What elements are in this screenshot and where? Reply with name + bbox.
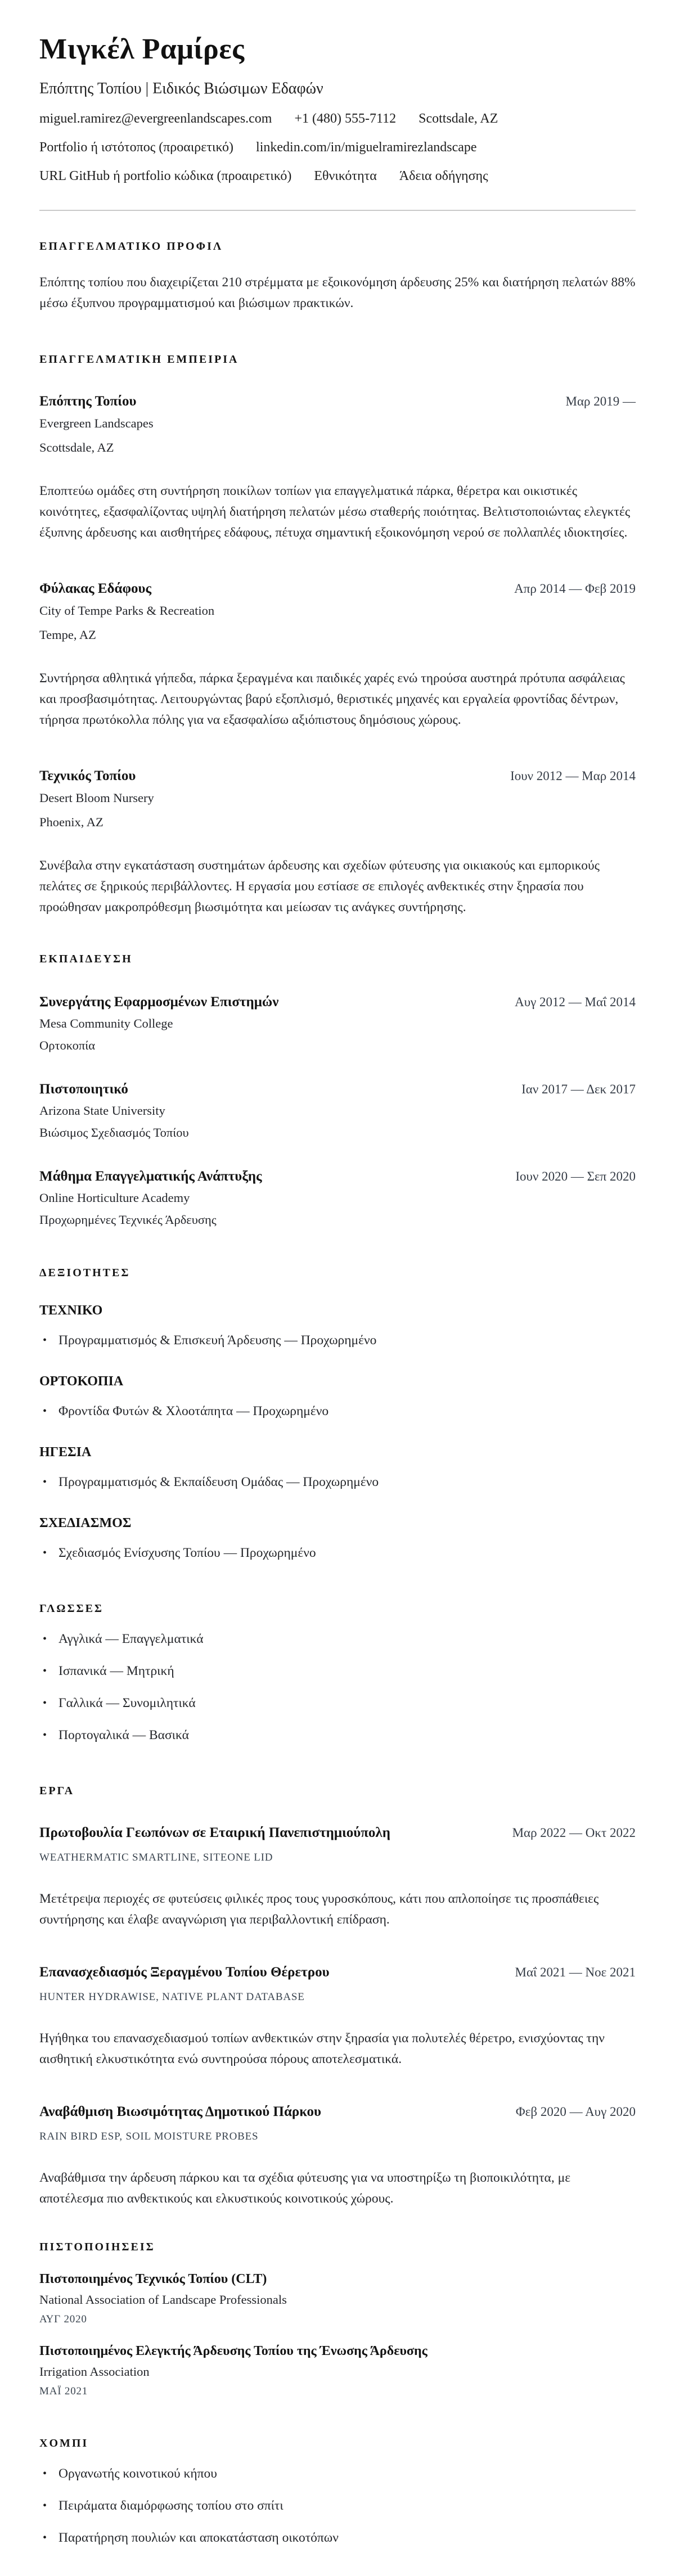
job-title: Φύλακας Εδάφους: [39, 580, 152, 596]
project-title: Πρωτοβουλία Γεωπόνων σε Εταιρική Πανεπιστημιούπολη: [39, 1825, 390, 1840]
hobbies-heading: ΧΟΜΠΙ: [39, 2437, 89, 2449]
job-entry: [39, 765, 636, 918]
contact-license-placeholder: Άδεια οδήγησης: [399, 168, 488, 183]
certification-title: Πιστοποιημένος Τεχνικός Τοπίου (CLT): [39, 2271, 267, 2286]
skill-list-horticulture: [39, 1401, 636, 1421]
education-degree: Συνεργάτης Εφαρμοσμένων Επιστημών: [39, 994, 279, 1010]
section-education: [39, 953, 636, 1227]
education-field: Προχωρημένες Τεχνικές Άρδευσης: [39, 1212, 217, 1227]
education-entry: [39, 992, 636, 1053]
certification-date: ΑΥΓ 2020: [39, 2313, 87, 2325]
section-certifications: [39, 2241, 636, 2398]
education-heading: ΕΚΠΑΙΔΕΥΣΗ: [39, 952, 133, 965]
job-entry: [39, 391, 636, 543]
skill-list-design: [39, 1543, 636, 1563]
skill-item: • Φροντίδα Φυτών & Χλοοτάπητα — Προχωρημένο: [39, 1401, 636, 1421]
education-degree: Μάθημα Επαγγελματικής Ανάπτυξης: [39, 1168, 262, 1184]
section-hobbies: [39, 2437, 636, 2548]
education-degree: Πιστοποιητικό: [39, 1081, 128, 1097]
section-languages: [39, 1602, 636, 1745]
education-head: [39, 1079, 636, 1100]
education-field: Βιώσιμος Σχεδιασμός Τοπίου: [39, 1125, 189, 1140]
education-dates: Ιουν 2020 — Σεπ 2020: [515, 1169, 636, 1183]
languages-heading: ΓΛΩΣΣΕΣ: [39, 1602, 104, 1615]
projects-heading: ΕΡΓΑ: [39, 1784, 75, 1797]
job-dates: Απρ 2014 — Φεβ 2019: [514, 581, 636, 596]
language-item: • Ισπανικά — Μητρική: [39, 1661, 636, 1681]
certification-date: ΜΑΪ 2021: [39, 2385, 88, 2397]
contact-row-2: [39, 140, 636, 155]
education-school: Online Horticulture Academy: [39, 1190, 190, 1205]
certification-entry: [39, 2272, 636, 2326]
job-description: Εποπτεύω ομάδες στη συντήρηση ποικίλων τοπίων για επαγγελματικά πάρκα, θέρετρα και οικιστικές κοινότητες, εξασφαλίζοντας υψηλή διατήρηση πελατών μέσω σταθερής ποιότητας. Βελτιστοποιώντας ελεγκτές έξυπνης άρδευσης και αισθητήρες εδάφους, πέτυχα σημαντική εξοικονόμηση νερού σε πολλαπλές ιδιοκτησίες.: [39, 483, 631, 540]
job-location: Phoenix, AZ: [39, 814, 104, 829]
job-company: Desert Bloom Nursery: [39, 790, 154, 805]
certification-title: Πιστοποιημένος Ελεγκτής Άρδευσης Τοπίου της Ένωσης Άρδευσης: [39, 2343, 428, 2358]
section-profile: [39, 240, 636, 314]
skill-item: • Προγραμματισμός & Επισκευή Άρδευσης — Προχωρημένο: [39, 1330, 636, 1350]
project-tools: WEATHERMATIC SMARTLINE, SITEONE LID: [39, 1851, 273, 1863]
language-item: • Γαλλικά — Συνομιλητικά: [39, 1693, 636, 1713]
hobbies-list: [39, 2464, 636, 2548]
contact-row-3: [39, 169, 636, 184]
certifications-heading: ΠΙΣΤΟΠΟΙΗΣΕΙΣ: [39, 2240, 155, 2253]
project-head: [39, 1962, 636, 1983]
skill-item: • Σχεδιασμός Ενίσχυσης Τοπίου — Προχωρημένο: [39, 1543, 636, 1563]
project-tools: RAIN BIRD ESP, SOIL MOISTURE PROBES: [39, 2130, 259, 2142]
skills-heading: ΔΕΞΙΟΤΗΤΕΣ: [39, 1266, 130, 1279]
project-title: Επανασχεδιασμός Ξεραγμένου Τοπίου Θέρετρου: [39, 1964, 330, 1980]
job-entry: [39, 578, 636, 731]
project-description: Ηγήθηκα του επανασχεδιασμού τοπίων ανθεκτικών στην ξηρασία για πολυτελές θέρετρο, ενισχύοντας την αισθητική ελκυστικότητα ενώ συντηρούσα πόρους αποτελεσματικά.: [39, 2030, 605, 2066]
certification-issuer: National Association of Landscape Professionals: [39, 2292, 287, 2307]
project-entry: [39, 1962, 636, 2070]
skill-item: • Προγραμματισμός & Εκπαίδευση Ομάδας — Προχωρημένο: [39, 1472, 636, 1492]
contact-email: miguel.ramirez@evergreenlandscapes.com: [39, 111, 272, 126]
job-company: City of Tempe Parks & Recreation: [39, 603, 215, 618]
candidate-name: Μιγκέλ Ραμίρες: [39, 33, 245, 65]
language-item: • Πορτογαλικά — Βασικά: [39, 1725, 636, 1745]
contact-linkedin: linkedin.com/in/miguelramirezlandscape: [256, 139, 477, 155]
job-company: Evergreen Landscapes: [39, 416, 154, 430]
project-dates: Φεβ 2020 — Αυγ 2020: [515, 2104, 636, 2119]
education-dates: Αυγ 2012 — Μαΐ 2014: [515, 994, 636, 1009]
section-projects: [39, 1785, 636, 2209]
project-dates: Μαρ 2022 — Οκτ 2022: [512, 1825, 636, 1840]
certification-entry: [39, 2344, 636, 2398]
contact-github-placeholder: URL GitHub ή portfolio κώδικα (προαιρετικό): [39, 168, 292, 183]
job-dates: Ιουν 2012 — Μαρ 2014: [510, 768, 636, 783]
job-dates: Μαρ 2019 —: [565, 394, 636, 408]
education-school: Mesa Community College: [39, 1016, 173, 1030]
language-item: • Αγγλικά — Επαγγελματικά: [39, 1629, 636, 1649]
education-entry: [39, 1079, 636, 1140]
candidate-headline: Επόπτης Τοπίου | Ειδικός Βιώσιμων Εδαφών: [39, 79, 323, 97]
education-dates: Ιαν 2017 — Δεκ 2017: [521, 1082, 636, 1096]
experience-heading: ΕΠΑΓΓΕΛΜΑΤΙΚΗ ΕΜΠΕΙΡΙΑ: [39, 353, 239, 366]
hobby-item: • Πειράματα διαμόρφωσης τοπίου στο σπίτι: [39, 2496, 636, 2516]
section-experience: [39, 353, 636, 918]
job-location: Tempe, AZ: [39, 627, 96, 642]
job-title: Τεχνικός Τοπίου: [39, 768, 136, 783]
profile-heading: ΕΠΑΓΓΕΛΜΑΤΙΚΟ ΠΡΟΦΙΛ: [39, 240, 223, 253]
contact-nationality-placeholder: Εθνικότητα: [314, 168, 377, 183]
header-divider: [39, 210, 636, 211]
project-description: Μετέτρεψα περιοχές σε φυτεύσεις φιλικές προς τους γυροσκόπους, κάτι που απλοποίησε τις προσπάθειες συντήρησης και έλαβε αναγνώριση για περιβαλλοντική επίδραση.: [39, 1891, 599, 1927]
project-dates: Μαΐ 2021 — Νοε 2021: [515, 1965, 636, 1979]
job-head: [39, 765, 636, 787]
project-tools: HUNTER HYDRAWISE, NATIVE PLANT DATABASE: [39, 1990, 305, 2003]
job-title: Επόπτης Τοπίου: [39, 393, 137, 409]
skill-list-technical: [39, 1330, 636, 1350]
skill-category-horticulture: ΟΡΤΟΚΟΠΙΑ: [39, 1373, 124, 1389]
job-description: Συντήρησα αθλητικά γήπεδα, πάρκα ξεραγμένα και παιδικές χαρές ενώ τηρούσα αυστηρά πρότυπα ασφάλειας και προσβασιμότητας. Λειτουργώντας βαρύ εξοπλισμό, θεριστικές μηχανές και εργαλεία φροντίδας δέντρων, τήρησα πρωτόκολλα πόλης για να εξασφαλίσω αξιόπιστους δημόσιους χώρους.: [39, 670, 625, 727]
education-head: [39, 992, 636, 1013]
section-skills: [39, 1267, 636, 1563]
job-location: Scottsdale, AZ: [39, 440, 114, 454]
project-head: [39, 1822, 636, 1844]
skill-list-leadership: [39, 1472, 636, 1492]
skill-category-leadership: ΗΓΕΣΙΑ: [39, 1444, 92, 1460]
project-head: [39, 2101, 636, 2123]
contact-row-1: [39, 111, 636, 127]
job-description: Συνέβαλα στην εγκατάσταση συστημάτων άρδευσης και σχεδίων φύτευσης για οικιακούς και εμπορικούς πελάτες σε ξηρικούς περιβάλλοντες. Η εργασία μου εστίασε σε επιλογές ανθεκτικές στην ξηρασία που προώθησαν μακροπρόθεσμη βιωσιμότητα και μείωσαν τις ανάγκες συντήρησης.: [39, 858, 600, 915]
certification-issuer: Irrigation Association: [39, 2364, 150, 2379]
skill-category-technical: ΤΕΧΝΙΚΟ: [39, 1303, 103, 1318]
contact-portfolio-placeholder: Portfolio ή ιστότοπος (προαιρετικό): [39, 139, 234, 155]
project-entry: [39, 2101, 636, 2209]
languages-list: [39, 1629, 636, 1745]
project-title: Αναβάθμιση Βιωσιμότητας Δημοτικού Πάρκου: [39, 2104, 321, 2119]
contact-phone: +1 (480) 555-7112: [294, 111, 397, 126]
education-entry: [39, 1166, 636, 1227]
education-field: Ορτοκοπία: [39, 1038, 96, 1052]
project-entry: [39, 1822, 636, 1930]
contact-location: Scottsdale, AZ: [418, 111, 498, 126]
resume-header: [39, 33, 636, 211]
education-head: [39, 1166, 636, 1187]
job-head: [39, 391, 636, 412]
job-head: [39, 578, 636, 600]
skill-category-design: ΣΧΕΔΙΑΣΜΟΣ: [39, 1515, 132, 1530]
profile-text: Επόπτης τοπίου που διαχειρίζεται 210 στρέμματα με εξοικονόμηση άρδευσης 25% και διατήρηση πελατών 88% μέσω έξυπνου προγραμματισμού και βιώσιμων πρακτικών.: [39, 274, 636, 310]
project-description: Αναβάθμισα την άρδευση πάρκου και τα σχέδια φύτευσης για να υποστηρίξω τη βιοποικιλότητα, με αποτέλεσμα πιο ανθεκτικούς και ελκυστικούς κοινοτικούς χώρους.: [39, 2170, 571, 2206]
hobby-item: • Οργανωτής κοινοτικού κήπου: [39, 2464, 636, 2484]
education-school: Arizona State University: [39, 1103, 165, 1118]
hobby-item: • Παρατήρηση πουλιών και αποκατάσταση οικοτόπων: [39, 2528, 636, 2548]
